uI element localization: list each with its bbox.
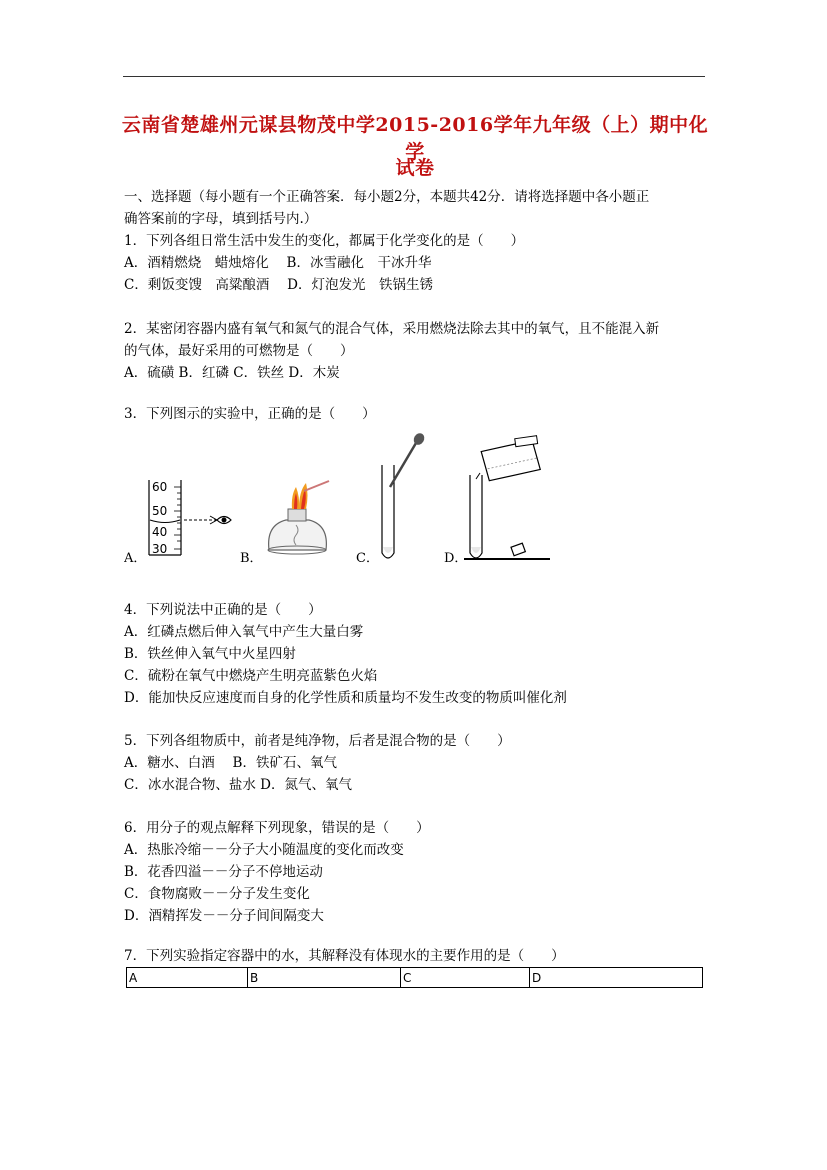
graduated-cylinder-icon bbox=[149, 480, 217, 556]
question-3-figure bbox=[124, 425, 584, 575]
question-6-option-a: A．热胀冷缩－－分子大小随温度的变化而改变 bbox=[124, 842, 404, 858]
question-5-options-ab: A．糖水、白酒 B．铁矿石、氧气 bbox=[124, 755, 337, 771]
question-4-option-a: A．红磷点燃后伸入氧气中产生大量白雾 bbox=[124, 624, 364, 640]
question-1-options-ab: A．酒精燃烧 蜡烛熔化 B．冰雪融化 干冰升华 bbox=[124, 255, 432, 271]
cylinder-tick-40: 40 bbox=[152, 525, 168, 539]
question-5-stem: 5．下列各组物质中，前者是纯净物，后者是混合物的是（ ） bbox=[124, 733, 511, 749]
question-6-option-d: D．酒精挥发－－分子间间隔变大 bbox=[124, 908, 324, 924]
question-6-stem: 6．用分子的观点解释下列现象，错误的是（ ） bbox=[124, 820, 430, 836]
question-4-option-d: D．能加快反应速度而自身的化学性质和质量均不发生改变的物质叫催化剂 bbox=[124, 690, 567, 706]
table-header-c: C bbox=[401, 968, 530, 988]
question-1-stem: 1．下列各组日常生活中发生的变化，都属于化学变化的是（ ） bbox=[124, 233, 525, 249]
page-title: 云南省楚雄州元谋县物茂中学2015-2016学年九年级（上）期中化学 bbox=[121, 114, 709, 163]
cylinder-tick-50: 50 bbox=[152, 504, 168, 518]
question-6-option-b: B．花香四溢－－分子不停地运动 bbox=[124, 864, 323, 880]
table-header-b: B bbox=[248, 968, 401, 988]
question-5-options-cd: C．冰水混合物、盐水 D．氮气、氧气 bbox=[124, 777, 352, 793]
table-header-a: A bbox=[127, 968, 248, 988]
section-heading: 一、选择题（每小题有一个正确答案．每小题2分，本题共42分．请将选择题中各小题正 bbox=[124, 189, 650, 205]
header-rule bbox=[123, 76, 705, 77]
question-2-stem: 2．某密闭容器内盛有氧气和氮气的混合气体，采用燃烧法除去其中的氧气，且不能混入新 bbox=[124, 321, 660, 337]
question-7-stem: 7．下列实验指定容器中的水，其解释没有体现水的主要作用的是（ ） bbox=[124, 948, 565, 964]
question-4-stem: 4．下列说法中正确的是（ ） bbox=[124, 602, 322, 618]
test-tube-dropper-icon bbox=[382, 431, 426, 558]
option-a-label: A． bbox=[124, 551, 147, 566]
question-4-option-b: B．铁丝伸入氧气中火星四射 bbox=[124, 646, 296, 662]
table-row bbox=[127, 968, 703, 988]
question-6-option-c: C．食物腐败－－分子发生变化 bbox=[124, 886, 310, 902]
pouring-liquid-icon bbox=[464, 436, 550, 559]
question-4-option-c: C．硫粉在氧气中燃烧产生明亮蓝紫色火焰 bbox=[124, 668, 378, 684]
question-2-stem-continued: 的气体，最好采用的可燃物是（ ） bbox=[124, 343, 354, 359]
alcohol-lamp-icon bbox=[268, 481, 329, 554]
page-title-continued: 试卷 bbox=[395, 157, 435, 179]
eye-icon bbox=[217, 517, 231, 524]
question-3-stem: 3．下列图示的实验中，正确的是（ ） bbox=[124, 406, 376, 422]
question-1-options-cd: C．剩饭变馊 高粱酿酒 D．灯泡发光 铁锅生锈 bbox=[124, 277, 433, 293]
section-heading-continued: 确答案前的字母，填到括号内.） bbox=[124, 211, 318, 227]
option-d-label: D． bbox=[444, 551, 468, 566]
option-c-label: C． bbox=[356, 551, 379, 566]
table-header-d: D bbox=[530, 968, 703, 988]
question-2-options: A．硫磺 B．红磷 C．铁丝 D．木炭 bbox=[124, 365, 340, 381]
option-b-label: B． bbox=[240, 551, 263, 566]
cylinder-tick-60: 60 bbox=[152, 480, 168, 494]
cylinder-tick-30: 30 bbox=[152, 542, 168, 556]
question-7-table bbox=[126, 967, 703, 988]
